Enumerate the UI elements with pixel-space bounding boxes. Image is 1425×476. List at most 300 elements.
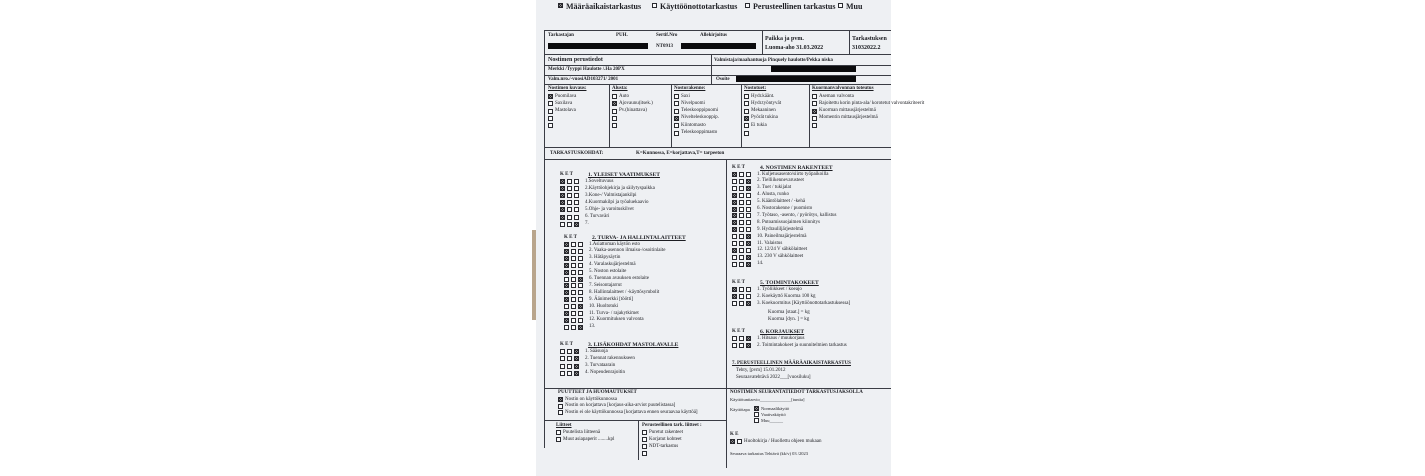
legend-text: K=Kunnossa, E=korjattava,T= tarpeeton — [636, 151, 725, 156]
s4-item-12-k-box[interactable] — [732, 255, 737, 260]
s3-item-2-e-box[interactable] — [567, 364, 572, 369]
s5-title: 5. TOIMINTAKOKEET — [760, 280, 819, 286]
ke-header: K E — [730, 432, 739, 437]
supports-box-3[interactable] — [744, 116, 749, 121]
s2-item-4-label: 5. Noston estolaite — [589, 269, 627, 275]
chassis-label-2: Pv.(hinattava) — [619, 108, 647, 114]
s4-item-13-t-box[interactable] — [746, 262, 751, 267]
s3-item-0-k-box[interactable] — [560, 349, 565, 354]
s3-item-2-t-box[interactable] — [574, 364, 579, 369]
s1-item-5-t-box[interactable] — [574, 215, 579, 220]
s2-item-5-k-box[interactable] — [564, 277, 569, 282]
s4-item-0-k-box[interactable] — [732, 172, 737, 177]
legend-label: TARKASTUSKOHDAT: — [550, 151, 604, 156]
s3-ket: K E T — [560, 342, 573, 347]
s2-item-5-t-box[interactable] — [578, 277, 583, 282]
s2-item-6-k-box[interactable] — [564, 283, 569, 288]
report-value: 31032022.2 — [852, 45, 881, 51]
s1-item-3-label: 4.Kuormakilpi ja työaluekaavio — [585, 199, 649, 205]
s2-item-10-e-box[interactable] — [571, 311, 576, 316]
s3-item-1-k-box[interactable] — [560, 356, 565, 361]
s1-item-3-k-box[interactable] — [560, 200, 565, 205]
s2-item-2-k-box[interactable] — [564, 256, 569, 261]
s2-item-0-label: 1.Asiattoman käytön esto — [589, 241, 640, 247]
redacted-signature — [681, 43, 756, 49]
lift_type-box-3[interactable] — [548, 116, 553, 121]
s4-item-8-label: 9. Hydrauliljärjestelmä — [757, 226, 804, 232]
s2-item-11-k-box[interactable] — [564, 318, 569, 323]
s7-next: Seuraavatehtävä 2022___[vuosiluku] — [736, 375, 811, 380]
s2-item-2-label: 3. Hätäpysäytin — [589, 255, 621, 261]
inspector-label: Tarkastajan — [548, 33, 574, 38]
lift_type-box-0[interactable] — [548, 94, 553, 99]
boom-box-2[interactable] — [674, 109, 679, 114]
s1-item-4-t-box[interactable] — [574, 207, 579, 212]
s2-item-12-label: 13. — [589, 324, 596, 330]
top-option-box-3[interactable] — [838, 3, 843, 8]
s1-ket: K E T — [560, 172, 573, 177]
remarks-box-1[interactable] — [558, 404, 563, 409]
manufacturer-label: Valmistaja/maahantuoja Pinquely haulotte/Pekka niska — [714, 58, 833, 63]
top-option-label-3: Muu — [846, 2, 863, 11]
s2-item-0-e-box[interactable] — [571, 242, 576, 247]
s4-item-5-t-box[interactable] — [746, 207, 751, 212]
s7-done: Tehty, [pvm] 15.01.2012 — [736, 368, 786, 373]
redacted-manufacturer — [771, 66, 856, 72]
s3-item-3-e-box[interactable] — [567, 371, 572, 376]
lift_type-label-0: Puomilava — [555, 93, 577, 99]
s6-item-0-e-box[interactable] — [739, 336, 744, 341]
s4-item-4-k-box[interactable] — [732, 200, 737, 205]
s2-item-9-t-box[interactable] — [578, 304, 583, 309]
s4-item-1-label: 2. Tielliikennevarusteet — [757, 178, 804, 184]
s2-item-8-label: 9. Äänimerkki [töötti] — [589, 296, 634, 302]
s2-item-7-t-box[interactable] — [578, 290, 583, 295]
s4-item-2-t-box[interactable] — [746, 186, 751, 191]
s3-item-1-e-box[interactable] — [567, 356, 572, 361]
supports-box-0[interactable] — [744, 94, 749, 99]
s2-item-2-t-box[interactable] — [578, 256, 583, 261]
usage-label: Käyttötuntiarvio______________[tuntia] — [730, 397, 805, 402]
serial-line: Valm.nro./-vuosiAD103271/ 2001 — [548, 77, 619, 82]
s4-item-11-t-box[interactable] — [746, 248, 751, 253]
lift_type-title: Nostimen kuvaus: — [548, 86, 587, 91]
supports-box-4[interactable] — [744, 123, 749, 128]
s6-ket: K E T — [732, 329, 745, 334]
s4-item-8-k-box[interactable] — [732, 227, 737, 232]
s4-item-12-e-box[interactable] — [739, 255, 744, 260]
s5-item-0-t-box[interactable] — [746, 287, 751, 292]
s4-item-3-label: 4. Alusta, runko — [757, 192, 789, 198]
boom-label-4: Kiintomasto — [681, 122, 706, 128]
s1-item-6-k-box[interactable] — [560, 222, 565, 227]
s4-item-6-k-box[interactable] — [732, 213, 737, 218]
thorough-box-3[interactable] — [642, 451, 647, 456]
s4-item-4-label: 5. Kääntölaitteet / -kehä — [757, 199, 806, 205]
s2-item-11-e-box[interactable] — [571, 318, 576, 323]
chassis-title: Alusta: — [612, 86, 628, 91]
load_monitor-label-2: Kuorman mittausjärjestelmä — [819, 108, 876, 114]
s4-item-10-e-box[interactable] — [739, 241, 744, 246]
s1-item-0-e-box[interactable] — [567, 179, 572, 184]
place-value: Luoma-aho 31.03.2022 — [765, 45, 824, 51]
attachments-box-1[interactable] — [556, 437, 561, 442]
address-label: Osoite — [716, 77, 730, 82]
supports-box-1[interactable] — [744, 101, 749, 106]
thorough-title: Perusteellinen tark. liitteet : — [642, 423, 702, 428]
mode-label-2: Muu______ — [761, 417, 784, 423]
s4-item-6-label: 7. Työtaso, -asento, / pyörötys, kallistus — [757, 212, 837, 218]
s4-item-10-k-box[interactable] — [732, 241, 737, 246]
s2-item-10-t-box[interactable] — [578, 311, 583, 316]
s2-item-5-label: 6. Tuennan avauksen estolaite — [589, 276, 649, 281]
s3-item-0-t-box[interactable] — [574, 349, 579, 354]
s5-item-2-k-box[interactable] — [732, 301, 737, 306]
top-option-label-1: Käyttöönottotarkastus — [660, 2, 738, 11]
s4-item-4-e-box[interactable] — [739, 200, 744, 205]
mode-box-0[interactable] — [754, 406, 759, 411]
load_monitor-box-2[interactable] — [812, 109, 817, 114]
s1-item-3-e-box[interactable] — [567, 200, 572, 205]
s4-item-4-t-box[interactable] — [746, 200, 751, 205]
s2-item-8-k-box[interactable] — [564, 297, 569, 302]
s1-item-2-e-box[interactable] — [567, 193, 572, 198]
load_monitor-box-4[interactable] — [812, 123, 817, 128]
s4-item-7-k-box[interactable] — [732, 220, 737, 225]
maintenance-e-box[interactable] — [737, 439, 742, 444]
s2-item-9-label: 10. Huoltotuki — [589, 303, 619, 309]
load_monitor-box-1[interactable] — [812, 101, 817, 106]
thorough-box-2[interactable] — [642, 444, 647, 449]
s1-item-2-k-box[interactable] — [560, 193, 565, 198]
boom-box-1[interactable] — [674, 101, 679, 106]
s2-item-3-t-box[interactable] — [578, 263, 583, 268]
s1-item-6-e-box[interactable] — [567, 222, 572, 227]
s4-item-8-t-box[interactable] — [746, 227, 751, 232]
s2-item-12-k-box[interactable] — [564, 325, 569, 330]
s3-item-2-k-box[interactable] — [560, 364, 565, 369]
s5-item-0-label: 1. Työliikkeet / koeajo — [757, 286, 802, 292]
s4-item-5-label: 6. Nostorakenne / puomisto — [757, 206, 813, 211]
s1-item-0-k-box[interactable] — [560, 179, 565, 184]
cert-label: Sertif.Nro — [656, 33, 678, 38]
s4-item-13-label: 14. — [757, 261, 764, 267]
s4-item-12-label: 13. 230 V sähkölaitteet — [757, 254, 804, 260]
s5-item-1-label: 2. Koekäyttö Kuorma 100 kg — [757, 293, 816, 299]
s6-item-1-k-box[interactable] — [732, 343, 737, 348]
s4-item-5-e-box[interactable] — [739, 207, 744, 212]
top-option-label-2: Perusteellinen tarkastus — [753, 2, 836, 11]
s4-item-9-e-box[interactable] — [739, 234, 744, 239]
boom-box-5[interactable] — [674, 131, 679, 136]
s1-item-2-t-box[interactable] — [574, 193, 579, 198]
s1-item-4-e-box[interactable] — [567, 207, 572, 212]
s1-item-1-label: 2.Käyttöohjekirja ja säilytyspaikka — [585, 185, 655, 191]
s1-item-1-e-box[interactable] — [567, 186, 572, 191]
s1-item-5-e-box[interactable] — [567, 215, 572, 220]
s1-item-1-t-box[interactable] — [574, 186, 579, 191]
s2-item-7-e-box[interactable] — [571, 290, 576, 295]
s6-title: 6. KORJAUKSET — [760, 329, 805, 335]
s6-item-1-t-box[interactable] — [746, 343, 751, 348]
s4-item-6-t-box[interactable] — [746, 213, 751, 218]
top-option-label-0: Määräaikaistarkastus — [566, 2, 642, 11]
chassis-box-0[interactable] — [612, 94, 617, 99]
s2-item-4-e-box[interactable] — [571, 270, 576, 275]
s2-item-3-label: 4. Varalaskujärjestelmä — [589, 262, 636, 268]
load_monitor-box-3[interactable] — [812, 116, 817, 121]
s4-item-7-e-box[interactable] — [739, 220, 744, 225]
chassis-box-1[interactable] — [612, 101, 617, 106]
s2-item-1-t-box[interactable] — [578, 249, 583, 254]
s1-item-2-label: 3.Kone-/ Valmistajankilpi — [585, 192, 637, 198]
s5-item-2-t-box[interactable] — [746, 301, 751, 306]
thorough-box-1[interactable] — [642, 437, 647, 442]
s4-item-13-e-box[interactable] — [739, 262, 744, 267]
s6-item-1-label: 2. Toimintakokeet ja suunnitelmien tarkastus — [757, 342, 847, 348]
cert-value: NT0913 — [656, 44, 673, 49]
s4-item-7-t-box[interactable] — [746, 220, 751, 225]
s2-item-9-k-box[interactable] — [564, 304, 569, 309]
s1-item-4-k-box[interactable] — [560, 207, 565, 212]
load_monitor-title: Kuormanvalvonnan toteutus — [812, 86, 874, 91]
s4-item-0-t-box[interactable] — [746, 172, 751, 177]
s4-item-13-k-box[interactable] — [732, 262, 737, 267]
s6-item-0-label: 1. Hitsaus / muukorjaus — [757, 335, 805, 341]
load_monitor-label-1: Rajoitettu korin pinta-ala/ korotetut valvontakriteerit — [819, 100, 925, 106]
s4-ket: K E T — [732, 165, 745, 170]
remarks-box-2[interactable] — [558, 410, 563, 415]
lift_type-box-1[interactable] — [548, 101, 553, 106]
s4-item-1-k-box[interactable] — [732, 179, 737, 184]
remarks-label-2: Nostin ei ole käyttökunnossa [korjattava ennen seuraavaa käyttöä] — [565, 409, 698, 415]
boom-label-5: Teleskooppimasto — [681, 130, 718, 135]
mode-label-0: Normaalikäyttö — [761, 405, 790, 411]
boom-title: Nostorakenne: — [674, 86, 706, 91]
s4-item-11-k-box[interactable] — [732, 248, 737, 253]
s2-item-9-e-box[interactable] — [571, 304, 576, 309]
boom-box-3[interactable] — [674, 116, 679, 121]
s4-item-10-t-box[interactable] — [746, 241, 751, 246]
s5-item-2-label: 3. Koekuormitus [Käyttöönottotarkastuksessa] — [757, 300, 851, 306]
s4-item-3-t-box[interactable] — [746, 193, 751, 198]
s4-item-5-k-box[interactable] — [732, 207, 737, 212]
s5-dynamic: Kuorma [dyn. ] = kg — [768, 316, 810, 322]
remarks-label-0: Nostin on käyttökunnossa — [565, 396, 617, 402]
s5-item-1-e-box[interactable] — [739, 294, 744, 299]
lift_type-label-1: Saxilava — [555, 100, 573, 106]
s3-item-1-t-box[interactable] — [574, 356, 579, 361]
s5-item-0-k-box[interactable] — [732, 287, 737, 292]
phone-label: PUH. — [616, 33, 628, 38]
top-option-box-2[interactable] — [745, 3, 750, 8]
s2-item-1-label: 2. Vaaka-asennon ilmaisu-/osoitinlaite — [589, 248, 666, 254]
boom-box-4[interactable] — [674, 123, 679, 128]
s2-item-1-k-box[interactable] — [564, 249, 569, 254]
s4-item-8-e-box[interactable] — [739, 227, 744, 232]
supports-label-3: Pyörät tukina — [751, 115, 778, 121]
s4-item-9-label: 10. Paineilmajärjestelmä — [757, 233, 807, 239]
s1-item-1-k-box[interactable] — [560, 186, 565, 191]
maintenance-k-box[interactable] — [730, 439, 735, 444]
lift_type-box-4[interactable] — [548, 123, 553, 128]
load_monitor-label-0: Aseman valvonta — [819, 93, 854, 99]
thorough-label-2: NDT-tarkastus — [649, 443, 679, 449]
s2-item-4-k-box[interactable] — [564, 270, 569, 275]
s5-ket: K E T — [732, 280, 745, 285]
lift-section-title: Nostimen perustiedot — [548, 57, 603, 63]
s6-item-0-k-box[interactable] — [732, 336, 737, 341]
place-label: Paikka ja pvm. — [765, 36, 804, 42]
s2-item-6-e-box[interactable] — [571, 283, 576, 288]
s2-item-1-e-box[interactable] — [571, 249, 576, 254]
mode-box-1[interactable] — [754, 412, 759, 417]
s6-item-1-e-box[interactable] — [739, 343, 744, 348]
s2-item-12-t-box[interactable] — [578, 325, 583, 330]
s7-title: 7. PERUSTEELLINEN MÄÄRÄAIKAISTARKASTUS — [732, 361, 851, 366]
s3-item-3-t-box[interactable] — [574, 371, 579, 376]
s2-item-8-e-box[interactable] — [571, 297, 576, 302]
top-option-box-0[interactable] — [558, 3, 563, 8]
report-label: Tarkastuksen — [852, 36, 887, 42]
s3-item-2-label: 3. Turvataarain — [585, 363, 616, 369]
s5-static: Kuorma [staat.] = kg — [768, 309, 810, 315]
s3-item-1-label: 2. Tuennat rakennukseen — [585, 355, 635, 361]
s3-item-0-label: 1. Sääsuoja — [585, 348, 608, 354]
s4-item-11-label: 12. 12/24 V sähkölaitteet — [757, 247, 808, 253]
s2-ket: K E T — [564, 235, 577, 240]
s2-item-3-k-box[interactable] — [564, 263, 569, 268]
s4-title: 4. NOSTIMEN RAKENTEET — [760, 165, 833, 171]
s1-item-6-t-box[interactable] — [574, 222, 579, 227]
s2-item-10-label: 11. Turva- / rajakytkimet — [589, 310, 639, 316]
chassis-box-3[interactable] — [612, 116, 617, 121]
attachments-label-1: Muut asiapaperit ........kpl — [563, 436, 615, 442]
s4-item-9-k-box[interactable] — [732, 234, 737, 239]
s2-item-2-e-box[interactable] — [571, 256, 576, 261]
boom-label-3: Nivelteleskooppip. — [681, 115, 719, 121]
redacted-inspector — [548, 43, 648, 49]
s2-item-11-t-box[interactable] — [578, 318, 583, 323]
chassis-box-2[interactable] — [612, 109, 617, 114]
load_monitor-label-3: Momentin mittausjärjestelmä — [819, 115, 878, 121]
redacted-address — [736, 76, 856, 82]
remarks-label-1: Nostin on korjattava [korjaus-aika-arviot puutelistassa] — [565, 403, 676, 409]
s2-title: 2. TURVA- JA HALLINTALAITTEET — [592, 235, 686, 241]
s2-item-11-label: 12. Kuormituksen valvonta — [589, 317, 644, 323]
s4-item-2-e-box[interactable] — [739, 186, 744, 191]
boom-box-0[interactable] — [674, 94, 679, 99]
s3-item-3-label: 4. Nopeudenrajoitin — [585, 370, 625, 376]
s1-item-6-label: 7. — [585, 221, 589, 227]
s4-item-0-e-box[interactable] — [739, 172, 744, 177]
s5-item-0-e-box[interactable] — [739, 287, 744, 292]
s2-item-4-t-box[interactable] — [578, 270, 583, 275]
s4-item-7-label: 8. Putoamissuojaimen kiinnitys — [757, 219, 820, 225]
signature-label: Allekirjoitus — [700, 33, 727, 38]
s1-item-4-label: 5.Ohje- ja varoituskilvet — [585, 206, 634, 212]
mode-box-2[interactable] — [754, 418, 759, 423]
supports-box-5[interactable] — [744, 131, 749, 136]
supports-box-2[interactable] — [744, 109, 749, 114]
s1-item-0-t-box[interactable] — [574, 179, 579, 184]
s6-item-0-t-box[interactable] — [746, 336, 751, 341]
chassis-label-0: Auto — [619, 93, 629, 99]
maintenance-label: Huoltokirja / Huollettu ohjeen mukaan — [744, 438, 822, 444]
s3-item-0-e-box[interactable] — [567, 349, 572, 354]
attachments-title: Liitteet — [556, 423, 572, 428]
thorough-label-0: Puretut rakenteet — [649, 429, 684, 435]
inspection-form — [536, 0, 925, 476]
s5-item-1-k-box[interactable] — [732, 294, 737, 299]
boom-label-0: Saxi — [681, 93, 690, 99]
s2-item-6-t-box[interactable] — [578, 283, 583, 288]
supports-label-1: Hydr.työntyvät — [751, 100, 782, 106]
s2-item-7-k-box[interactable] — [564, 290, 569, 295]
s1-item-5-label: 6. Turvaväri — [585, 214, 610, 219]
s2-item-0-k-box[interactable] — [564, 242, 569, 247]
mode-label-1: Vaativakäyttö — [761, 411, 786, 417]
next-inspection: Seuraava tarkastus Tehtävä (kk/v) 03 /2023 — [730, 451, 808, 456]
supports-label-4: Ei tukia — [751, 122, 767, 128]
supports-title: Nostotuet: — [744, 86, 767, 91]
s5-item-1-t-box[interactable] — [746, 294, 751, 299]
s1-item-5-k-box[interactable] — [560, 215, 565, 220]
s1-item-3-t-box[interactable] — [574, 200, 579, 205]
lift_type-box-2[interactable] — [548, 109, 553, 114]
s4-item-12-t-box[interactable] — [746, 255, 751, 260]
attachments-box-0[interactable] — [556, 430, 561, 435]
thorough-box-0[interactable] — [642, 430, 647, 435]
s1-title: 1. YLEISET VAATIMUKSET — [588, 172, 660, 178]
remarks-box-0[interactable] — [558, 397, 563, 402]
top-option-box-1[interactable] — [652, 3, 657, 8]
s4-item-1-t-box[interactable] — [746, 179, 751, 184]
chassis-box-4[interactable] — [612, 123, 617, 128]
s4-item-3-e-box[interactable] — [739, 193, 744, 198]
s4-item-3-k-box[interactable] — [732, 193, 737, 198]
lift_type-label-2: Mastolava — [555, 108, 576, 114]
attachments-label-0: Puutelista liitteenä — [563, 429, 601, 435]
follow-up-title: NOSTIMEN SEURANTATIEDOT TARKASTUSJAKSOLLA — [730, 390, 863, 395]
s2-item-12-e-box[interactable] — [571, 325, 576, 330]
s4-item-6-e-box[interactable] — [739, 213, 744, 218]
s4-item-1-e-box[interactable] — [739, 179, 744, 184]
s2-item-5-e-box[interactable] — [571, 277, 576, 282]
brand-line: Merkki /Tyyppi Haulotte /.Ha 20PX — [548, 67, 625, 72]
s3-item-3-k-box[interactable] — [560, 371, 565, 376]
s5-item-2-e-box[interactable] — [739, 301, 744, 306]
s2-item-8-t-box[interactable] — [578, 297, 583, 302]
s4-item-9-t-box[interactable] — [746, 234, 751, 239]
s2-item-3-e-box[interactable] — [571, 263, 576, 268]
s2-item-7-label: 8. Hallintalaitteet / -käyttösymbolit — [589, 289, 660, 295]
s2-item-10-k-box[interactable] — [564, 311, 569, 316]
s3-title: 3. LISÄKOHDAT MASTOLAVALLE — [588, 342, 679, 348]
supports-label-2: Mekaaninen — [751, 108, 776, 114]
s4-item-2-label: 3. Tuet / tukijalat — [757, 185, 792, 191]
s2-item-0-t-box[interactable] — [578, 242, 583, 247]
mode-label: Käyttötapa — [730, 407, 750, 412]
s4-item-2-k-box[interactable] — [732, 186, 737, 191]
load_monitor-box-0[interactable] — [812, 94, 817, 99]
boom-label-1: Nivelpuomi — [681, 100, 705, 106]
supports-label-0: Hydr.käänt. — [751, 93, 775, 99]
thorough-label-1: Korjatut kohteet — [649, 436, 682, 442]
remarks-title: PUUTTEET JA HUOMAUTUKSET — [558, 390, 637, 395]
s4-item-11-e-box[interactable] — [739, 248, 744, 253]
s1-item-0-label: 1.Soveltuvuus — [585, 178, 614, 184]
